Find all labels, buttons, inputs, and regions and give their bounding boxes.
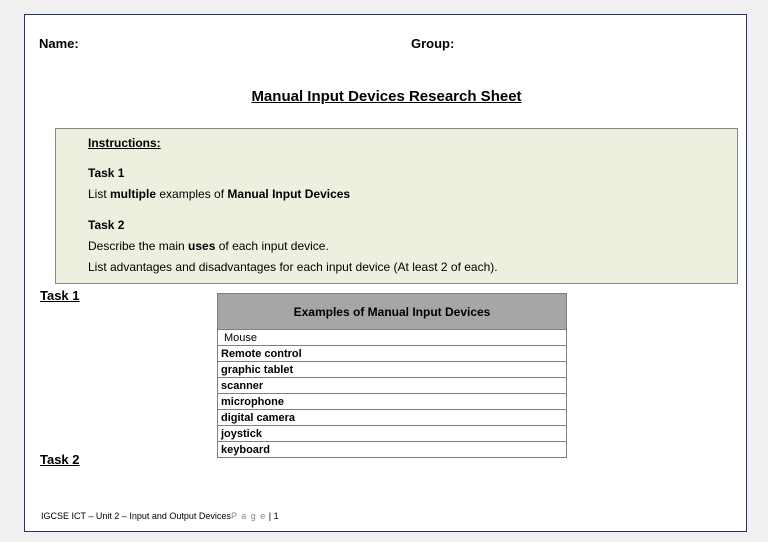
task2-label: Task 2 xyxy=(40,452,80,467)
page-number: 1 xyxy=(273,511,279,521)
table-cell[interactable]: scanner xyxy=(218,378,567,394)
task2-text-1: Describe the main uses of each input device. xyxy=(88,239,329,253)
table-row xyxy=(218,410,567,426)
page-footer xyxy=(41,511,279,521)
instructions-heading: Instructions: xyxy=(88,136,161,150)
devices-table xyxy=(217,293,567,458)
task1-label: Task 1 xyxy=(40,288,80,303)
task1-heading: Task 1 xyxy=(88,166,125,180)
instructions-box xyxy=(55,128,738,284)
table-cell[interactable]: joystick xyxy=(218,426,567,442)
document-page xyxy=(24,14,747,532)
table-row xyxy=(218,362,567,378)
table-row xyxy=(218,442,567,458)
task1-text: List multiple examples of Manual Input Devices xyxy=(88,187,351,201)
task2-heading: Task 2 xyxy=(88,218,125,232)
group-label: Group: xyxy=(411,36,455,51)
table-row xyxy=(218,346,567,362)
table-row xyxy=(218,426,567,442)
footer-page-word: P a g e xyxy=(230,511,267,521)
table-cell[interactable]: graphic tablet xyxy=(218,362,567,378)
table-cell[interactable]: microphone xyxy=(218,394,567,410)
table-row xyxy=(218,394,567,410)
footer-text: IGCSE ICT – Unit 2 – Input and Output Devices xyxy=(41,511,231,521)
table-cell[interactable]: digital camera xyxy=(218,410,567,426)
page-title: Manual Input Devices Research Sheet xyxy=(251,88,522,105)
table-cell[interactable]: keyboard xyxy=(218,442,567,458)
table-header: Examples of Manual Input Devices xyxy=(218,294,567,330)
table-row xyxy=(218,378,567,394)
name-label: Name: xyxy=(39,36,79,51)
task2-text-2: List advantages and disadvantages for each input device (At least 2 of each). xyxy=(88,260,498,274)
table-cell[interactable]: Remote control xyxy=(218,346,567,362)
footer-separator: | xyxy=(266,511,274,521)
table-cell[interactable]: Mouse xyxy=(218,330,567,346)
table-row xyxy=(218,330,567,346)
